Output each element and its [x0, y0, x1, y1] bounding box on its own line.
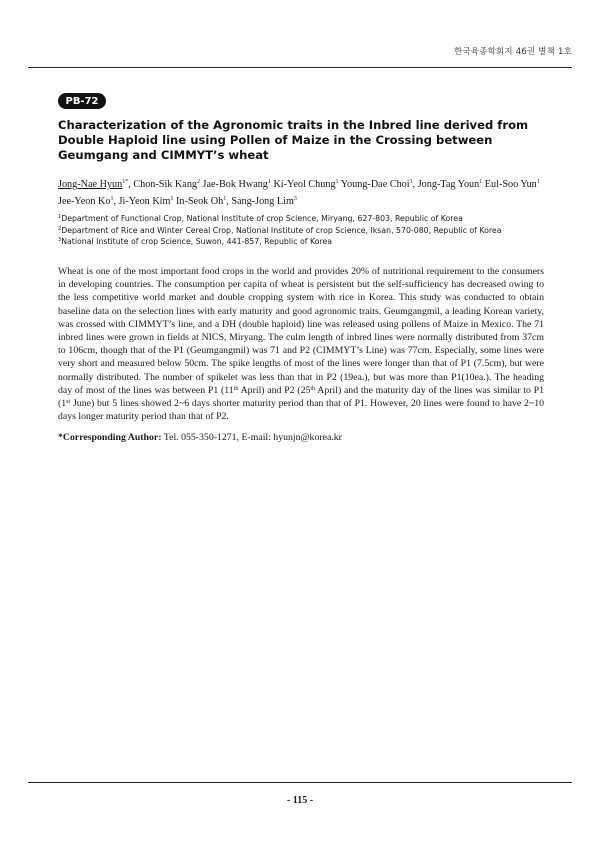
abstract-text: April) and P2 (25	[238, 384, 311, 396]
author-separator: ,	[128, 179, 134, 190]
corresponding-contact: Tel. 055-350-1271, E-mail: hyunjn@korea.kr	[161, 432, 342, 443]
author-affiliation-mark: 1	[479, 179, 483, 185]
affiliation-mark: 1	[58, 214, 62, 220]
abstract-text: April) and the maturity day of the lines was similar to P1 (1	[58, 384, 545, 410]
affiliation-mark: 2	[58, 225, 62, 232]
author-affiliation-mark: 1	[170, 196, 174, 202]
affiliation-text: Department of Functional Crop, National Institute of crop Science, Miryang, 627-803, Republic of Korea	[61, 214, 463, 223]
poster-id-badge: PB-72	[58, 93, 106, 109]
author-name: Chon-Sik Kang	[133, 179, 197, 190]
top-divider	[28, 67, 572, 68]
superscript: th	[233, 385, 239, 392]
affiliation-line	[58, 236, 558, 248]
author-affiliation-mark: 1*	[122, 179, 129, 185]
author-separator: ,	[226, 196, 232, 207]
author-affiliation-mark: 1	[223, 196, 227, 202]
author-separator: ,	[113, 196, 119, 207]
author-name: Young-Dae Choi	[340, 179, 410, 190]
page-number: - 115 -	[286, 795, 314, 806]
corresponding-author	[58, 432, 342, 443]
bottom-divider	[28, 782, 572, 783]
author-name: Jee-Yeon Ko	[58, 196, 111, 207]
superscript: st	[66, 399, 71, 406]
author-affiliation-mark: 1	[335, 179, 339, 185]
affiliation-text: National Institute of crop Science, Suwon, 441-857, Republic of Korea	[61, 237, 333, 246]
author-name: In-Seok Oh	[176, 196, 224, 207]
affiliation-line	[58, 225, 558, 237]
author-name: Ki-Yeol Chung	[273, 179, 336, 190]
journal-header: 한국육종학회지 46권 별책 1호	[453, 47, 572, 57]
abstract-text: June) but 5 lines showed 2~6 days shorter maturity period than that of P1. However, 20 lines were found to have 2~10 days longer maturity period than that of P2.	[58, 398, 544, 423]
author-name: Jae-Bok Hwang	[202, 179, 268, 190]
affiliation-list	[58, 213, 558, 248]
corresponding-label: *Corresponding Author:	[58, 432, 162, 443]
author-name: Jong-Nae Hyun	[58, 179, 123, 190]
author-affiliation-mark: 1	[267, 179, 271, 185]
affiliation-text: Department of Rice and Winter Cereal Crop, National Institute of crop Science, Iksan, 570-080, Republic of Korea	[61, 225, 502, 235]
affiliation-mark: 3	[58, 237, 62, 243]
abstract-text: Wheat is one of the most important food crops in the world and provides 20% of nutritional requirement to the consumers in developing countries. The consumption per capita of wheat is persistent but the self-sufficiency has decreased owing to the less competitive world market and double cropping system with rice in Korea. This study was conducted to obtain baseline data on the selection lines with early maturity and good agronomic traits. Geumgangmil, a leading Korean variety, was crossed with CIMMYT’s line, and a DH (double haploid) line was released using pollens of Maize in Mexico. The 71 inbred lines were grown in fields at NICS, Miryang. The culm length of inbred lines were normally distributed from 37cm to 106cm, though that of the P1 (Geumgangmil) was 71 and P2 (CIMMYT’s Line) was 77cm. Especially, some lines were very short and measured below 50cm. The spike lengths of most of the lines were longer than that of P1 (7.5cm), but were normally distributed. The number of spikelet was less than that in P2 (19ea.), but was more than P1(10ea.). The heading day of most of the lines was between P1 (11	[58, 266, 544, 396]
author-name: Jong-Tag Youn	[417, 179, 480, 190]
author-affiliation-mark: 1	[409, 179, 413, 185]
author-affiliation-mark: 2	[197, 179, 200, 185]
author-affiliation-mark: 3	[293, 196, 297, 202]
author-list	[58, 176, 558, 210]
abstract	[58, 265, 544, 423]
author-affiliation-mark: 1	[536, 179, 540, 185]
superscript: th	[310, 385, 316, 392]
author-affiliation-mark: 1	[110, 196, 114, 202]
author-separator: ,	[412, 179, 418, 190]
author-name: Sang-Jong Lim	[231, 196, 294, 207]
author-name: Eul-Soo Yun	[484, 179, 537, 190]
affiliation-line	[58, 213, 558, 225]
paper-title: Characterization of the Agronomic traits in the Inbred line derived from Double Haploid line using Pollen of Maize in the Crossing between Geumgang and CIMMYT’s wheat	[58, 118, 529, 162]
author-name: Ji-Yeon Kim	[118, 196, 171, 207]
